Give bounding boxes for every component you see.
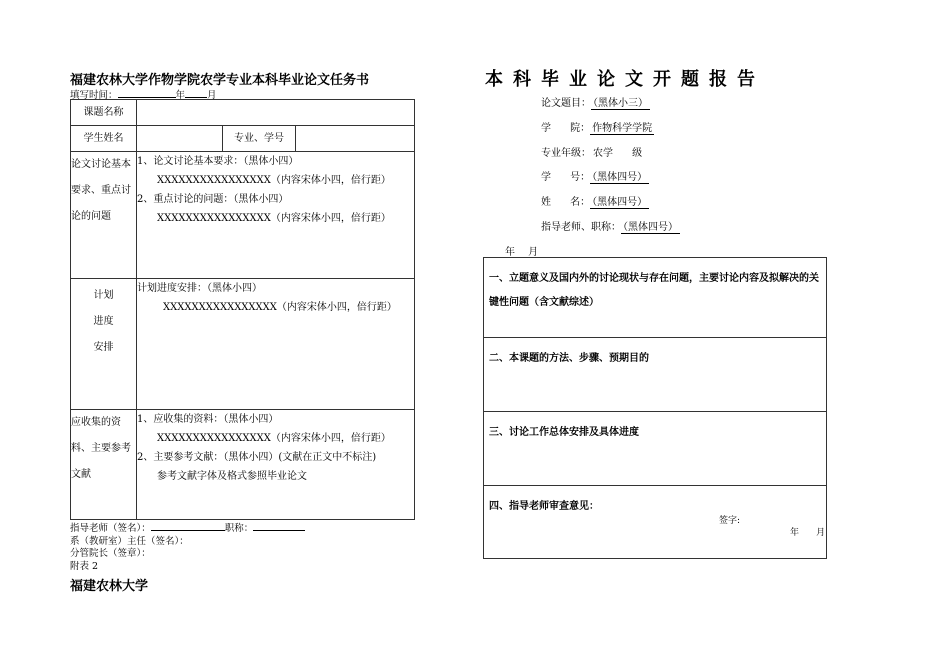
plan-label-2: 进度: [93, 316, 114, 327]
plan-label-3: 安排: [93, 342, 114, 353]
year-text: 年: [175, 90, 186, 101]
id-value[interactable]: （黑体四号）: [592, 172, 648, 183]
section-1-heading: 一、立题意义及国内外的讨论现状与存在问题，主要讨论内容及拟解决的关键性问题（含文献综述）: [489, 273, 819, 308]
ref-line-4: 参考文献字体及格式参照毕业论文: [157, 471, 307, 482]
signature-label: 签字:: [719, 516, 741, 526]
plan-label-1: 计划: [93, 290, 114, 301]
year-blank[interactable]: [118, 87, 176, 98]
req-line-3: 2、重点讨论的问题：（黑体小四）: [137, 194, 289, 205]
section-1-box[interactable]: [483, 257, 827, 337]
req-line-4: XXXXXXXXXXXXXXXX（内容宋体小四，倍行距）: [157, 213, 391, 224]
grade-value[interactable]: 农学 级: [593, 148, 643, 159]
plan-label: [71, 279, 137, 410]
name-label: 姓 名：: [541, 197, 591, 208]
info-college: [541, 119, 654, 134]
section-3-box[interactable]: [483, 411, 827, 485]
major-field[interactable]: [296, 126, 415, 152]
name-value[interactable]: （黑体四号）: [592, 197, 648, 208]
info-grade: [541, 144, 644, 159]
signature-date: 年 月: [790, 528, 826, 538]
id-label: 学 号：: [541, 172, 591, 183]
requirements-row: [71, 152, 415, 279]
section-4-heading: 四、指导老师审查意见：: [489, 501, 599, 512]
section-3-heading: 三、讨论工作总体安排及具体进度: [489, 427, 639, 438]
ref-line-2: XXXXXXXXXXXXXXXX（内容宋体小四，倍行距）: [157, 433, 391, 444]
dean-sign: 分管院长（签章）：: [70, 548, 151, 559]
dept-head-sign: 系（教研室）主任（签名）：: [70, 535, 189, 547]
ref-line-1: 1、应收集的资料：（黑体小四）: [137, 414, 279, 425]
plan-line-2: XXXXXXXXXXXXXXXX（内容宋体小四，倍行距）: [163, 302, 397, 313]
req-line-1: 1、论文讨论基本要求：（黑体小四）: [137, 156, 299, 167]
major-label: 专业、学号: [223, 126, 296, 152]
advisor-label: 指导老师、职称：: [541, 222, 621, 233]
plan-row: [71, 279, 415, 410]
advisor-title-label: 职称：: [224, 523, 254, 534]
college-value[interactable]: 作物科学学院: [592, 123, 653, 134]
section-2-box[interactable]: [483, 337, 827, 411]
student-row: [71, 126, 415, 152]
signature-block: [70, 520, 305, 573]
references-label: 应收集的资料、主要参考文献: [71, 410, 137, 520]
req-line-2: XXXXXXXXXXXXXXXX（内容宋体小四，倍行距）: [157, 175, 391, 186]
topic-label: 课题名称: [71, 100, 137, 126]
section-2-heading: 二、本课题的方法、步骤、预期目的: [489, 353, 649, 364]
grade-label: 专业年级：: [541, 148, 591, 159]
info-student-id: [541, 168, 649, 183]
advisor-title-blank[interactable]: [253, 520, 305, 531]
plan-line-1: 计划进度安排：（黑体小四）: [137, 283, 262, 294]
task-book-title: 福建农林大学作物学院农学专业本科毕业论文任务书: [70, 73, 370, 88]
topic-value[interactable]: （黑体小三）: [593, 98, 648, 109]
info-name: [541, 193, 649, 208]
student-label: 学生姓名: [71, 126, 137, 152]
month-blank[interactable]: [185, 87, 207, 98]
appendix-label: 附表 2: [70, 560, 99, 572]
topic-label: 论文题目：: [541, 98, 591, 109]
fill-time-label: 填写时间：: [70, 90, 118, 101]
plan-content[interactable]: [137, 279, 415, 410]
school-name: 福建农林大学: [70, 579, 149, 594]
references-row: [71, 410, 415, 520]
month-text: 月: [207, 90, 217, 101]
proposal-date: 年 月: [505, 247, 539, 258]
proposal-title: 本科毕业论文开题报告: [485, 69, 765, 90]
topic-row: [71, 100, 415, 126]
ref-line-3: 2、主要参考文献：（黑体小四）(文献在正文中不标注): [137, 452, 377, 463]
advisor-sign-blank[interactable]: [151, 520, 225, 531]
advisor-value[interactable]: （黑体四号）: [623, 222, 678, 233]
advisor-sign-line: [70, 520, 305, 536]
task-table: [70, 99, 415, 520]
student-field[interactable]: [137, 126, 223, 152]
advisor-sign-label: 指导老师（签名）：: [70, 523, 151, 534]
requirements-content[interactable]: [137, 152, 415, 279]
section-4-box[interactable]: [483, 485, 827, 559]
info-advisor: [541, 218, 680, 233]
college-label: 学 院：: [541, 123, 591, 134]
topic-field[interactable]: [137, 100, 415, 126]
references-content[interactable]: [137, 410, 415, 520]
requirements-label: 论文讨论基本要求、重点讨论的问题: [71, 152, 137, 279]
info-topic: [541, 94, 650, 109]
